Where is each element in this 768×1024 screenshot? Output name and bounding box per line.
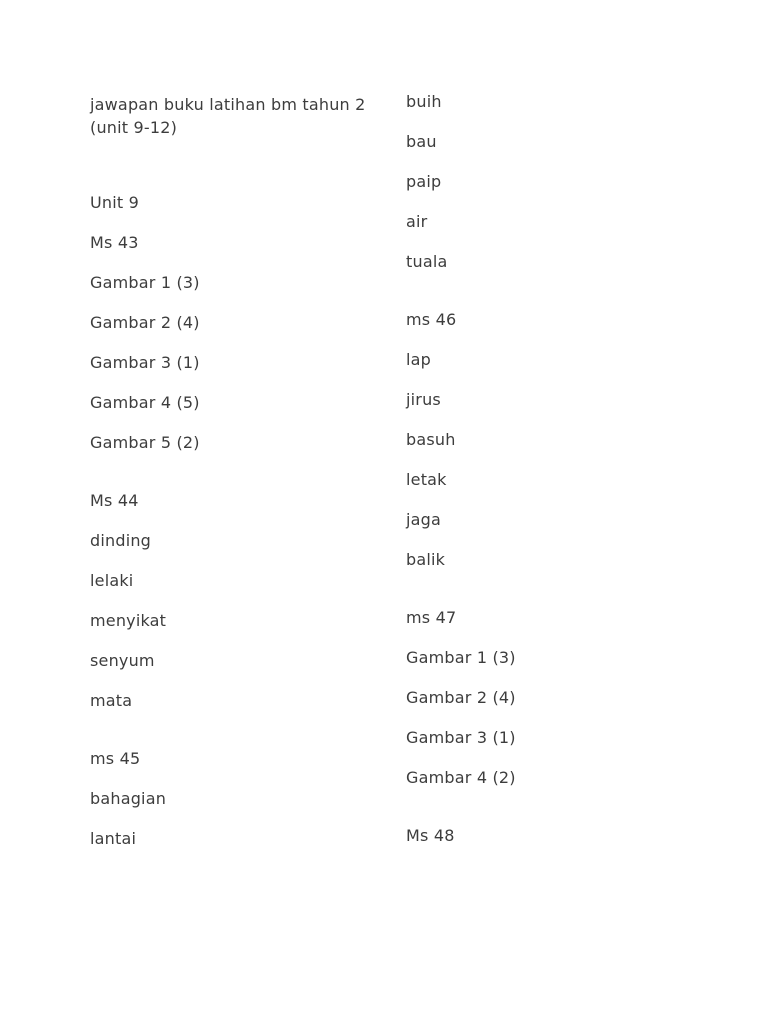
doc-line: Gambar 1 (3) — [406, 648, 516, 667]
doc-line: paip — [406, 172, 442, 191]
doc-line: menyikat — [90, 611, 167, 630]
doc-line: Gambar 5 (2) — [90, 433, 200, 452]
doc-line: senyum — [90, 651, 155, 670]
doc-line: Gambar 3 (1) — [406, 728, 516, 747]
doc-line: buih — [406, 92, 442, 111]
doc-line: lantai — [90, 829, 137, 848]
doc-line: lelaki — [90, 571, 134, 590]
doc-line: Gambar 3 (1) — [90, 353, 200, 372]
doc-line: letak — [406, 470, 447, 489]
right-column — [406, 93, 706, 867]
doc-line: Gambar 1 (3) — [90, 273, 200, 292]
doc-line: basuh — [406, 430, 456, 449]
doc-line: bahagian — [90, 789, 167, 808]
doc-line: air — [406, 212, 428, 231]
doc-line: ms 46 — [406, 310, 457, 329]
doc-line: balik — [406, 550, 446, 569]
document-title: jawapan buku latihan bm tahun 2 (unit 9-12) — [90, 95, 366, 137]
doc-line: Gambar 2 (4) — [406, 688, 516, 707]
doc-line: ms 45 — [90, 749, 141, 768]
doc-line: lap — [406, 350, 432, 369]
doc-line: jaga — [406, 510, 442, 529]
doc-line: Gambar 4 (5) — [90, 393, 200, 412]
doc-line: bau — [406, 132, 437, 151]
doc-line: Ms 44 — [90, 491, 139, 510]
doc-line: tuala — [406, 252, 448, 271]
doc-line: Gambar 4 (2) — [406, 768, 516, 787]
doc-line: mata — [90, 691, 133, 710]
doc-line: dinding — [90, 531, 152, 550]
doc-line: Unit 9 — [90, 193, 140, 212]
doc-line: Gambar 2 (4) — [90, 313, 200, 332]
left-column — [90, 93, 398, 870]
doc-line: ms 47 — [406, 608, 457, 627]
doc-line: Ms 43 — [90, 233, 139, 252]
doc-line: Ms 48 — [406, 826, 455, 845]
doc-line: jirus — [406, 390, 441, 409]
